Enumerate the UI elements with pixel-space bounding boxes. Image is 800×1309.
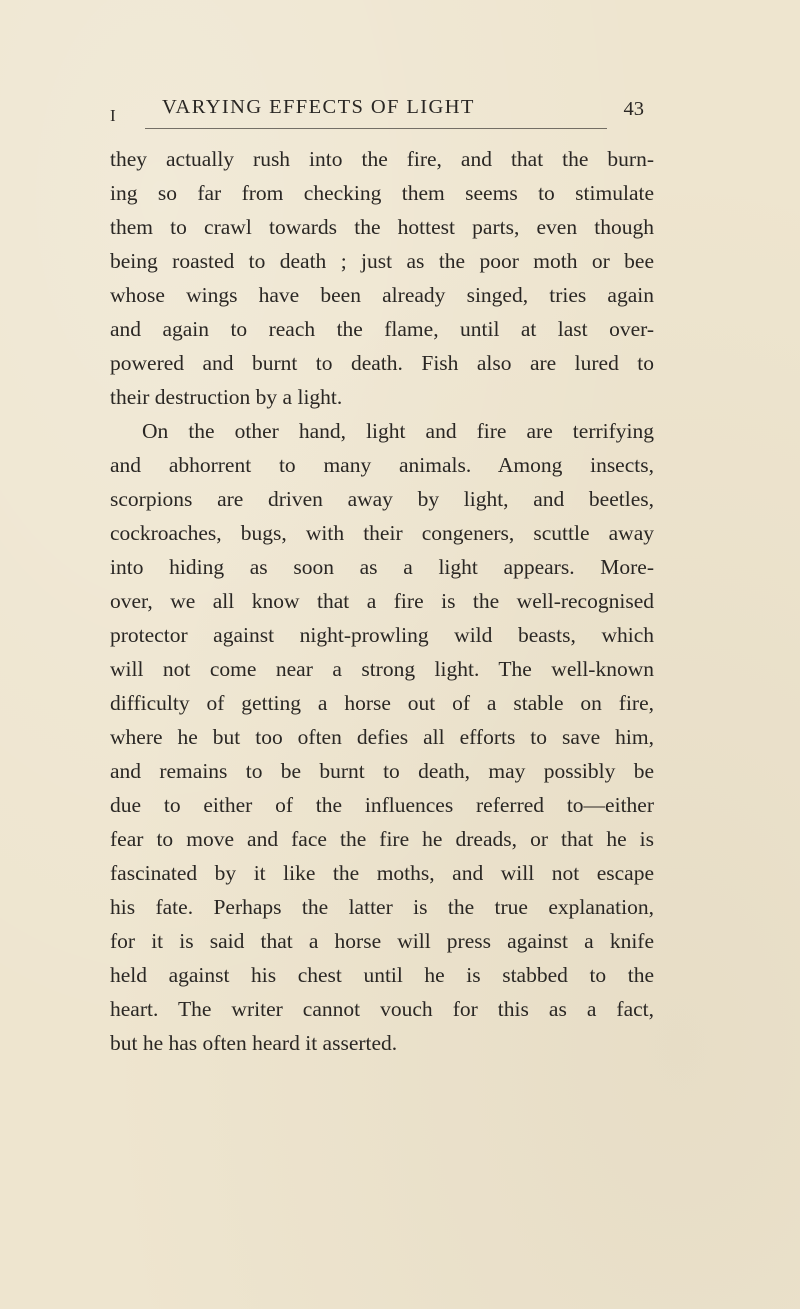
body-text: [110, 142, 654, 1060]
text-line: powered and burnt to death. Fish also are lured to: [110, 351, 654, 375]
text-line: On the other hand, light and fire are terrifying: [142, 419, 654, 443]
text-line: protector against night-prowling wild beasts, which: [110, 623, 654, 647]
text-line: their destruction by a light.: [110, 385, 343, 409]
text-line: cockroaches, bugs, with their congeners, scuttle away: [110, 521, 654, 545]
text-line: heart. The writer cannot vouch for this as a fact,: [110, 997, 654, 1021]
text-line: held against his chest until he is stabbed to the: [110, 963, 654, 987]
text-line: over, we all know that a fire is the well-recognised: [110, 589, 654, 613]
text-line: and remains to be burnt to death, may possibly be: [110, 759, 654, 783]
text-line: fear to move and face the fire he dreads, or that he is: [110, 827, 654, 851]
header-rule: [145, 128, 607, 129]
text-line: fascinated by it like the moths, and will not escape: [110, 861, 654, 885]
text-line: them to crawl towards the hottest parts, even though: [110, 215, 654, 239]
running-header: [110, 96, 650, 130]
text-line: his fate. Perhaps the latter is the true explanation,: [110, 895, 654, 919]
text-line: for it is said that a horse will press against a knife: [110, 929, 654, 953]
text-line: scorpions are driven away by light, and beetles,: [110, 487, 654, 511]
text-line: into hiding as soon as a light appears. More-: [110, 555, 654, 579]
chapter-number: I: [110, 106, 116, 125]
text-line: but he has often heard it asserted.: [110, 1031, 398, 1055]
text-line: ing so far from checking them seems to stimulate: [110, 181, 654, 205]
text-line: where he but too often defies all efforts to save him,: [110, 725, 654, 749]
text-line: due to either of the influences referred to—either: [110, 793, 654, 817]
text-line: they actually rush into the fire, and that the burn-: [110, 147, 654, 171]
text-line: difficulty of getting a horse out of a stable on fire,: [110, 691, 654, 715]
running-title: VARYING EFFECTS OF LIGHT: [162, 96, 475, 118]
text-line: and again to reach the flame, until at last over-: [110, 317, 654, 341]
text-line: and abhorrent to many animals. Among insects,: [110, 453, 654, 477]
text-line: whose wings have been already singed, tries again: [110, 283, 654, 307]
text-line: being roasted to death ; just as the poor moth or bee: [110, 249, 654, 273]
page-number: 43: [623, 98, 644, 120]
text-line: will not come near a strong light. The well-known: [110, 657, 654, 681]
